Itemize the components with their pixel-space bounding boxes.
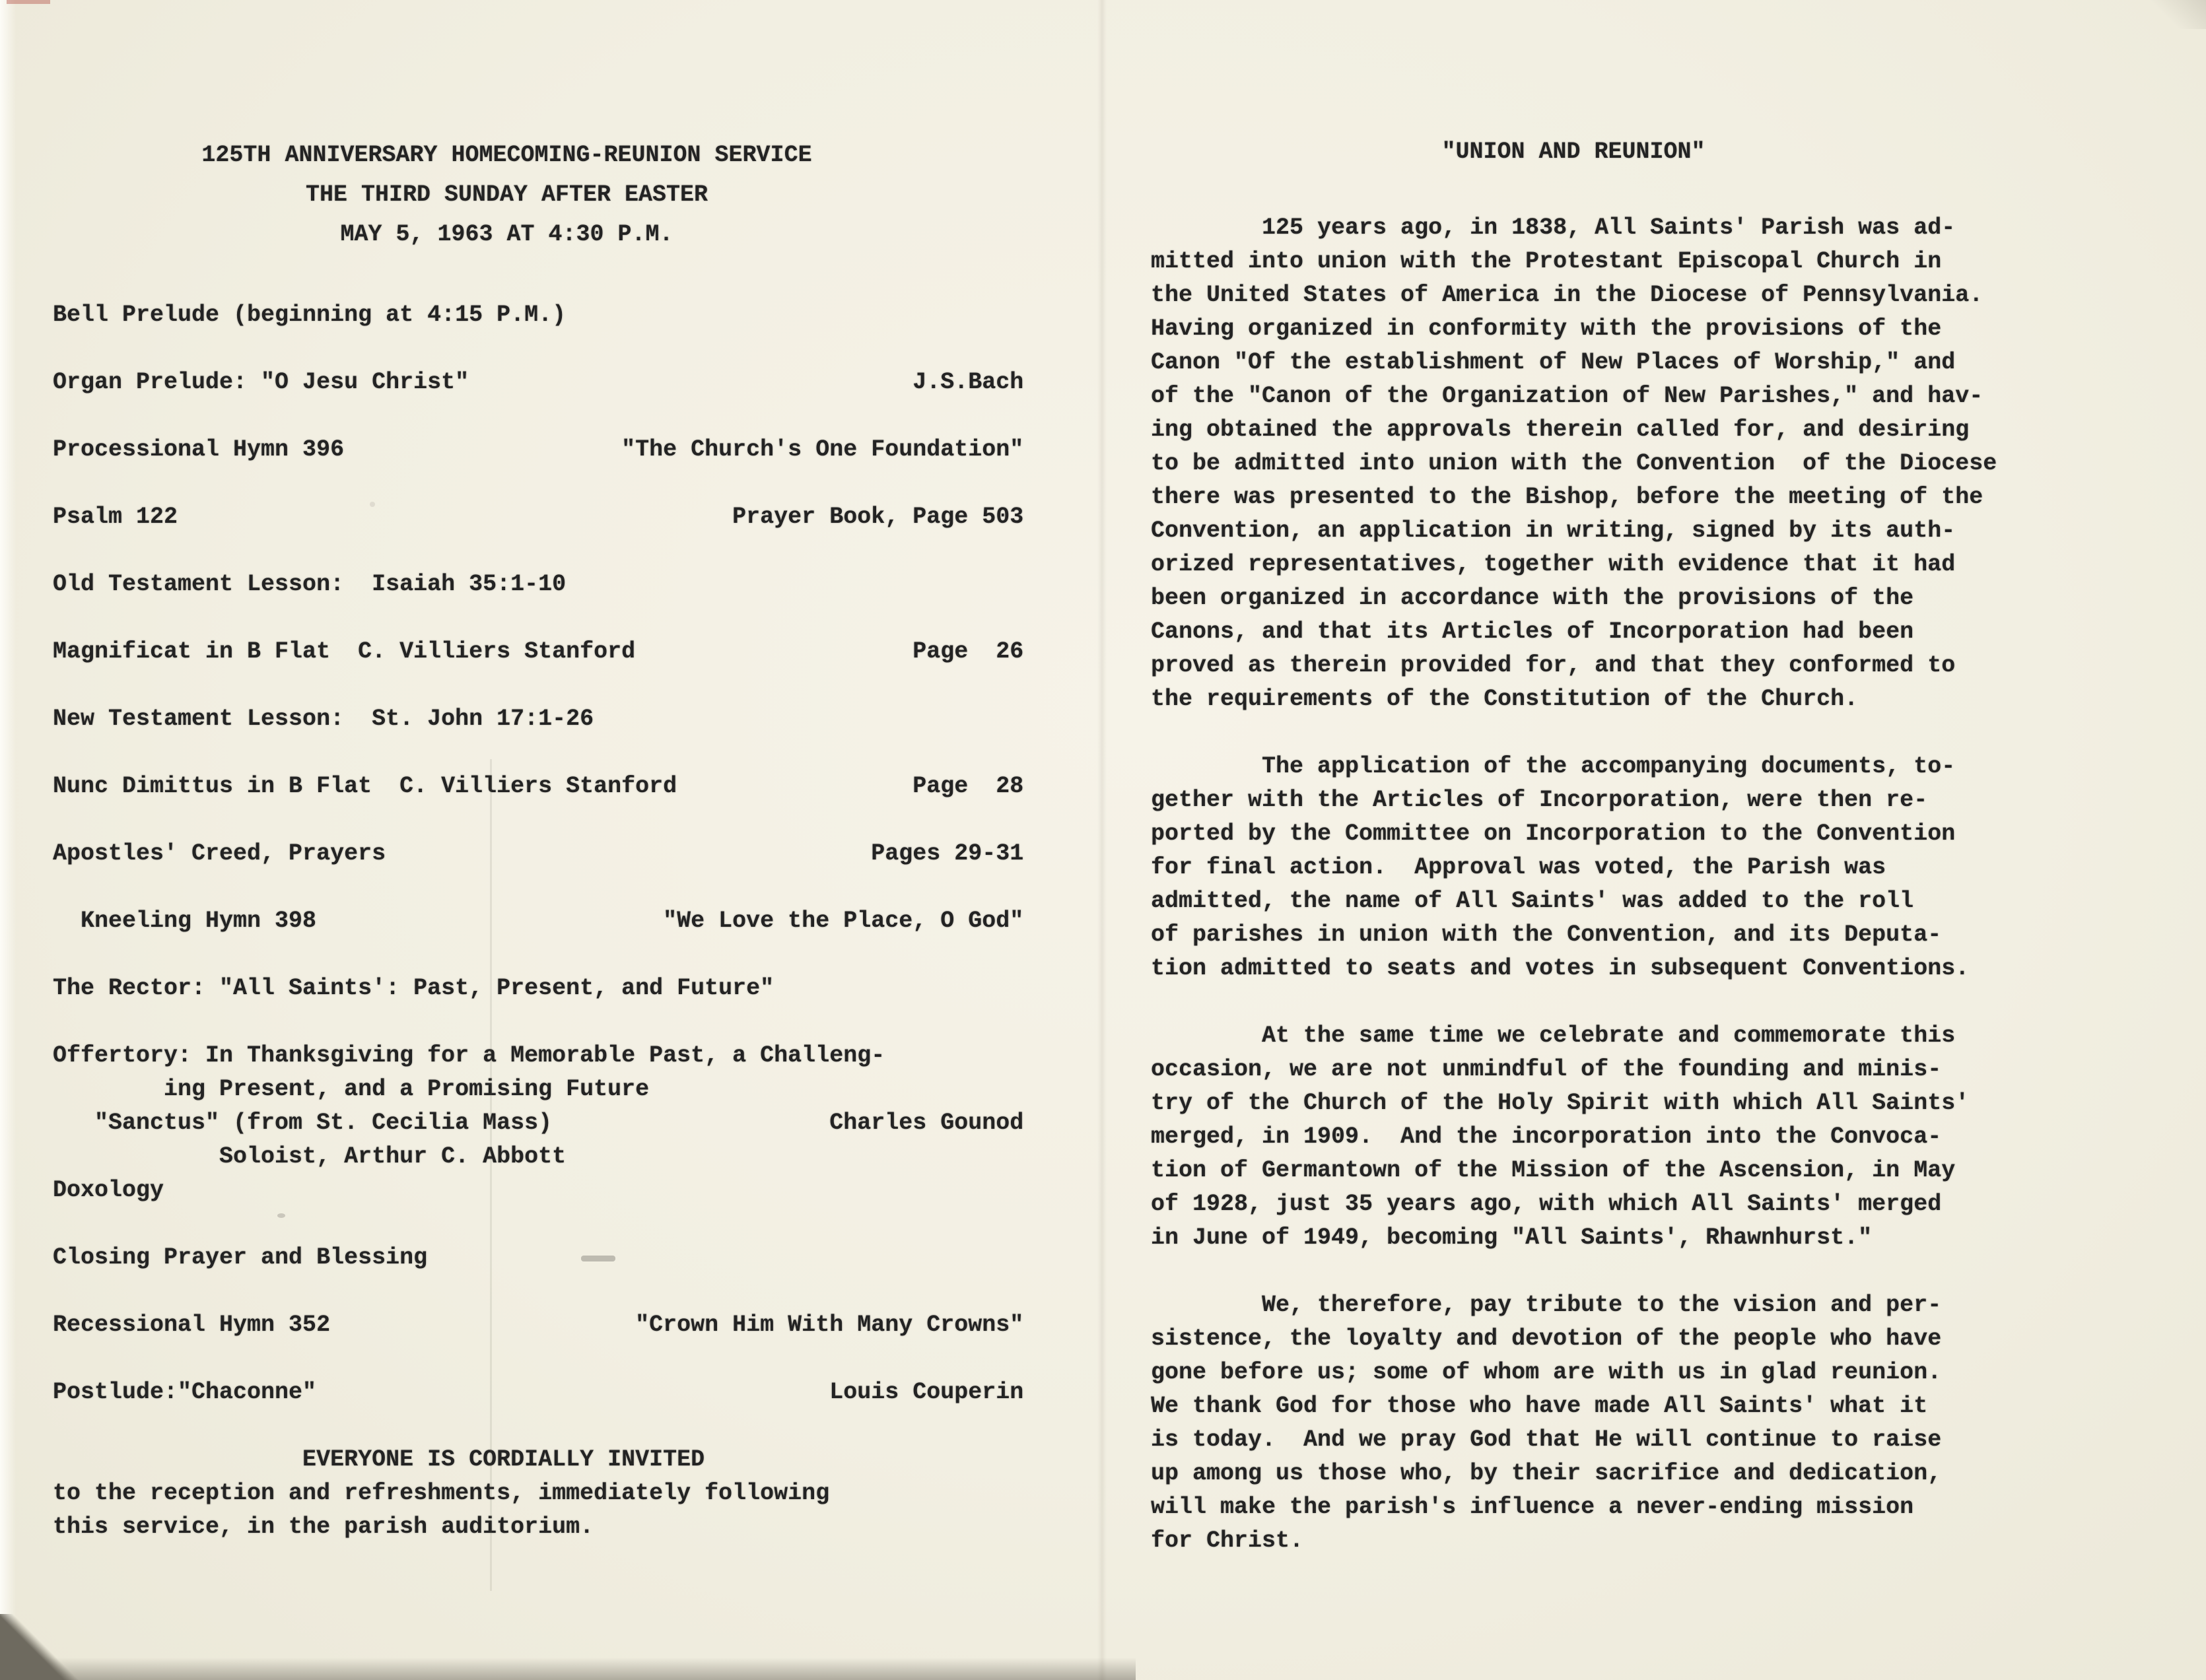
order-of-service [53, 298, 1043, 1544]
text-line: Magnificat in B Flat C. Villiers Stanford Page 26 [53, 638, 1024, 665]
text-line [53, 1207, 1043, 1241]
text-line: Organ Prelude: "O Jesu Christ" J.S.Bach [53, 369, 1024, 395]
text-line: to be admitted into union with the Convention of the Diocese [1151, 450, 1997, 477]
text-line: At the same time we celebrate and commemorate this [1151, 1023, 1956, 1049]
ink-smudge [277, 1213, 285, 1218]
text-line [53, 467, 1043, 500]
text-line: 125 years ago, in 1838, All Saints' Parish was ad- [1151, 215, 1956, 241]
text-line: We thank God for those who have made All Saints' what it [1151, 1393, 1928, 1419]
text-line: Kneeling Hymn 398 "We Love the Place, O God" [53, 908, 1024, 934]
text-line: Psalm 122 Prayer Book, Page 503 [53, 504, 1024, 530]
text-line: of parishes in union with the Convention, and its Deputa- [1151, 922, 1942, 948]
text-line [53, 803, 1043, 837]
text-line: 125TH ANNIVERSARY HOMECOMING-REUNION SERVICE [201, 142, 812, 168]
text-line [53, 399, 1043, 433]
text-line: of the "Canon of the Organization of New Parishes," and hav- [1151, 383, 1983, 409]
page-fold [1097, 0, 1107, 1680]
text-line: orized representatives, together with evidence that it had [1151, 551, 1956, 578]
text-line: tion admitted to seats and votes in subsequent Conventions. [1151, 955, 1970, 982]
text-line: gether with the Articles of Incorporation, were then re- [1151, 787, 1928, 813]
text-line [53, 871, 1043, 904]
service-heading [53, 135, 961, 254]
text-line: Having organized in conformity with the provisions of the [1151, 316, 1942, 342]
text-line: been organized in accordance with the provisions of the [1151, 585, 1914, 611]
text-line: in June of 1949, becoming "All Saints', Rhawnhurst." [1151, 1225, 1873, 1251]
text-line: Processional Hymn 396 "The Church's One Foundation" [53, 436, 1024, 463]
text-line [1151, 716, 2088, 750]
text-line [53, 601, 1043, 635]
text-line: "Sanctus" (from St. Cecilia Mass) Charles Gounod [53, 1110, 1024, 1136]
text-line: MAY 5, 1963 AT 4:30 P.M. [340, 221, 673, 248]
text-line: the requirements of the Constitution of the Church. [1151, 686, 1859, 712]
text-line: ing Present, and a Promising Future [53, 1076, 650, 1102]
text-line: ing obtained the approvals therein called for, and desiring [1151, 417, 1970, 443]
text-line: is today. And we pray God that He will continue to raise [1151, 1427, 1942, 1453]
paper-crease [490, 759, 492, 1591]
text-line: Soloist, Arthur C. Abbott [53, 1143, 567, 1170]
text-line [53, 1005, 1043, 1039]
text-line: Old Testament Lesson: Isaiah 35:1-10 [53, 571, 567, 597]
text-line: Recessional Hymn 352 "Crown Him With Many Crowns" [53, 1312, 1024, 1338]
text-line: Convention, an application in writing, signed by its auth- [1151, 518, 1956, 544]
text-line: the United States of America in the Diocese of Pennsylvania. [1151, 282, 1983, 308]
text-line: this service, in the parish auditorium. [53, 1514, 594, 1540]
text-line: The Rector: "All Saints': Past, Present, and Future" [53, 975, 775, 1001]
bottom-left-corner-shadow [0, 1614, 86, 1680]
text-line: sistence, the loyalty and devotion of the people who have [1151, 1326, 1942, 1352]
text-line [53, 669, 1043, 702]
text-line [1151, 1255, 2088, 1289]
text-line: EVERYONE IS CORDIALLY INVITED [53, 1446, 705, 1473]
text-line: We, therefore, pay tribute to the vision and per- [1151, 1292, 1942, 1318]
text-line: occasion, we are not unmindful of the founding and minis- [1151, 1056, 1942, 1083]
text-line: will make the parish's influence a never-ending mission [1151, 1494, 1914, 1520]
text-line: proved as therein provided for, and that they conformed to [1151, 652, 1956, 679]
text-line: try of the Church of the Holy Spirit with which All Saints' [1151, 1090, 1970, 1116]
text-line: Doxology [53, 1177, 164, 1203]
text-line: there was presented to the Bishop, before the meeting of the [1151, 484, 1983, 510]
text-line: Postlude:"Chaconne" Louis Couperin [53, 1379, 1024, 1405]
text-line: Offertory: In Thanksgiving for a Memorable Past, a Challeng- [53, 1042, 885, 1069]
text-line: New Testament Lesson: St. John 17:1-26 [53, 706, 594, 732]
ink-smudge [581, 1256, 615, 1261]
text-line: Apostles' Creed, Prayers Pages 29-31 [53, 840, 1024, 867]
ink-smudge [370, 502, 375, 507]
text-line: Canon "Of the establishment of New Places of Worship," and [1151, 349, 1956, 376]
article-title: "UNION AND REUNION" [1441, 139, 1706, 165]
text-line: Closing Prayer and Blessing [53, 1244, 428, 1271]
text-line: merged, in 1909. And the incorporation into the Convoca- [1151, 1124, 1942, 1150]
text-line: up among us those who, by their sacrifice and dedication, [1151, 1460, 1942, 1487]
text-line [53, 736, 1043, 770]
text-line: mitted into union with the Protestant Episcopal Church in [1151, 248, 1942, 275]
top-right-corner-shadow [2140, 0, 2206, 29]
text-line: The application of the accompanying documents, to- [1151, 753, 1956, 780]
text-line: for Christ. [1151, 1528, 1304, 1554]
text-line: for final action. Approval was voted, the Parish was [1151, 854, 1886, 881]
text-line [53, 1409, 1043, 1443]
text-line: tion of Germantown of the Mission of the Ascension, in May [1151, 1157, 1956, 1184]
text-line [1151, 986, 2088, 1019]
text-line: Canons, and that its Articles of Incorporation had been [1151, 619, 1914, 645]
text-line: THE THIRD SUNDAY AFTER EASTER [305, 182, 708, 208]
text-line [53, 1342, 1043, 1376]
text-line [53, 534, 1043, 568]
text-line [53, 332, 1043, 366]
text-line: to the reception and refreshments, immediately following [53, 1480, 830, 1506]
article-body [1151, 211, 2088, 1558]
bottom-edge-shadow [0, 1658, 1136, 1680]
text-line: of 1928, just 35 years ago, with which All Saints' merged [1151, 1191, 1942, 1217]
text-line: gone before us; some of whom are with us in glad reunion. [1151, 1359, 1942, 1386]
text-line: Bell Prelude (beginning at 4:15 P.M.) [53, 302, 567, 328]
top-edge-scan-artifact [7, 0, 50, 4]
text-line [53, 1275, 1043, 1308]
text-line [53, 938, 1043, 972]
text-line: Nunc Dimittus in B Flat C. Villiers Stanford Page 28 [53, 773, 1024, 799]
text-line: admitted, the name of All Saints' was added to the roll [1151, 888, 1914, 914]
text-line: ported by the Committee on Incorporation to the Convention [1151, 821, 1956, 847]
